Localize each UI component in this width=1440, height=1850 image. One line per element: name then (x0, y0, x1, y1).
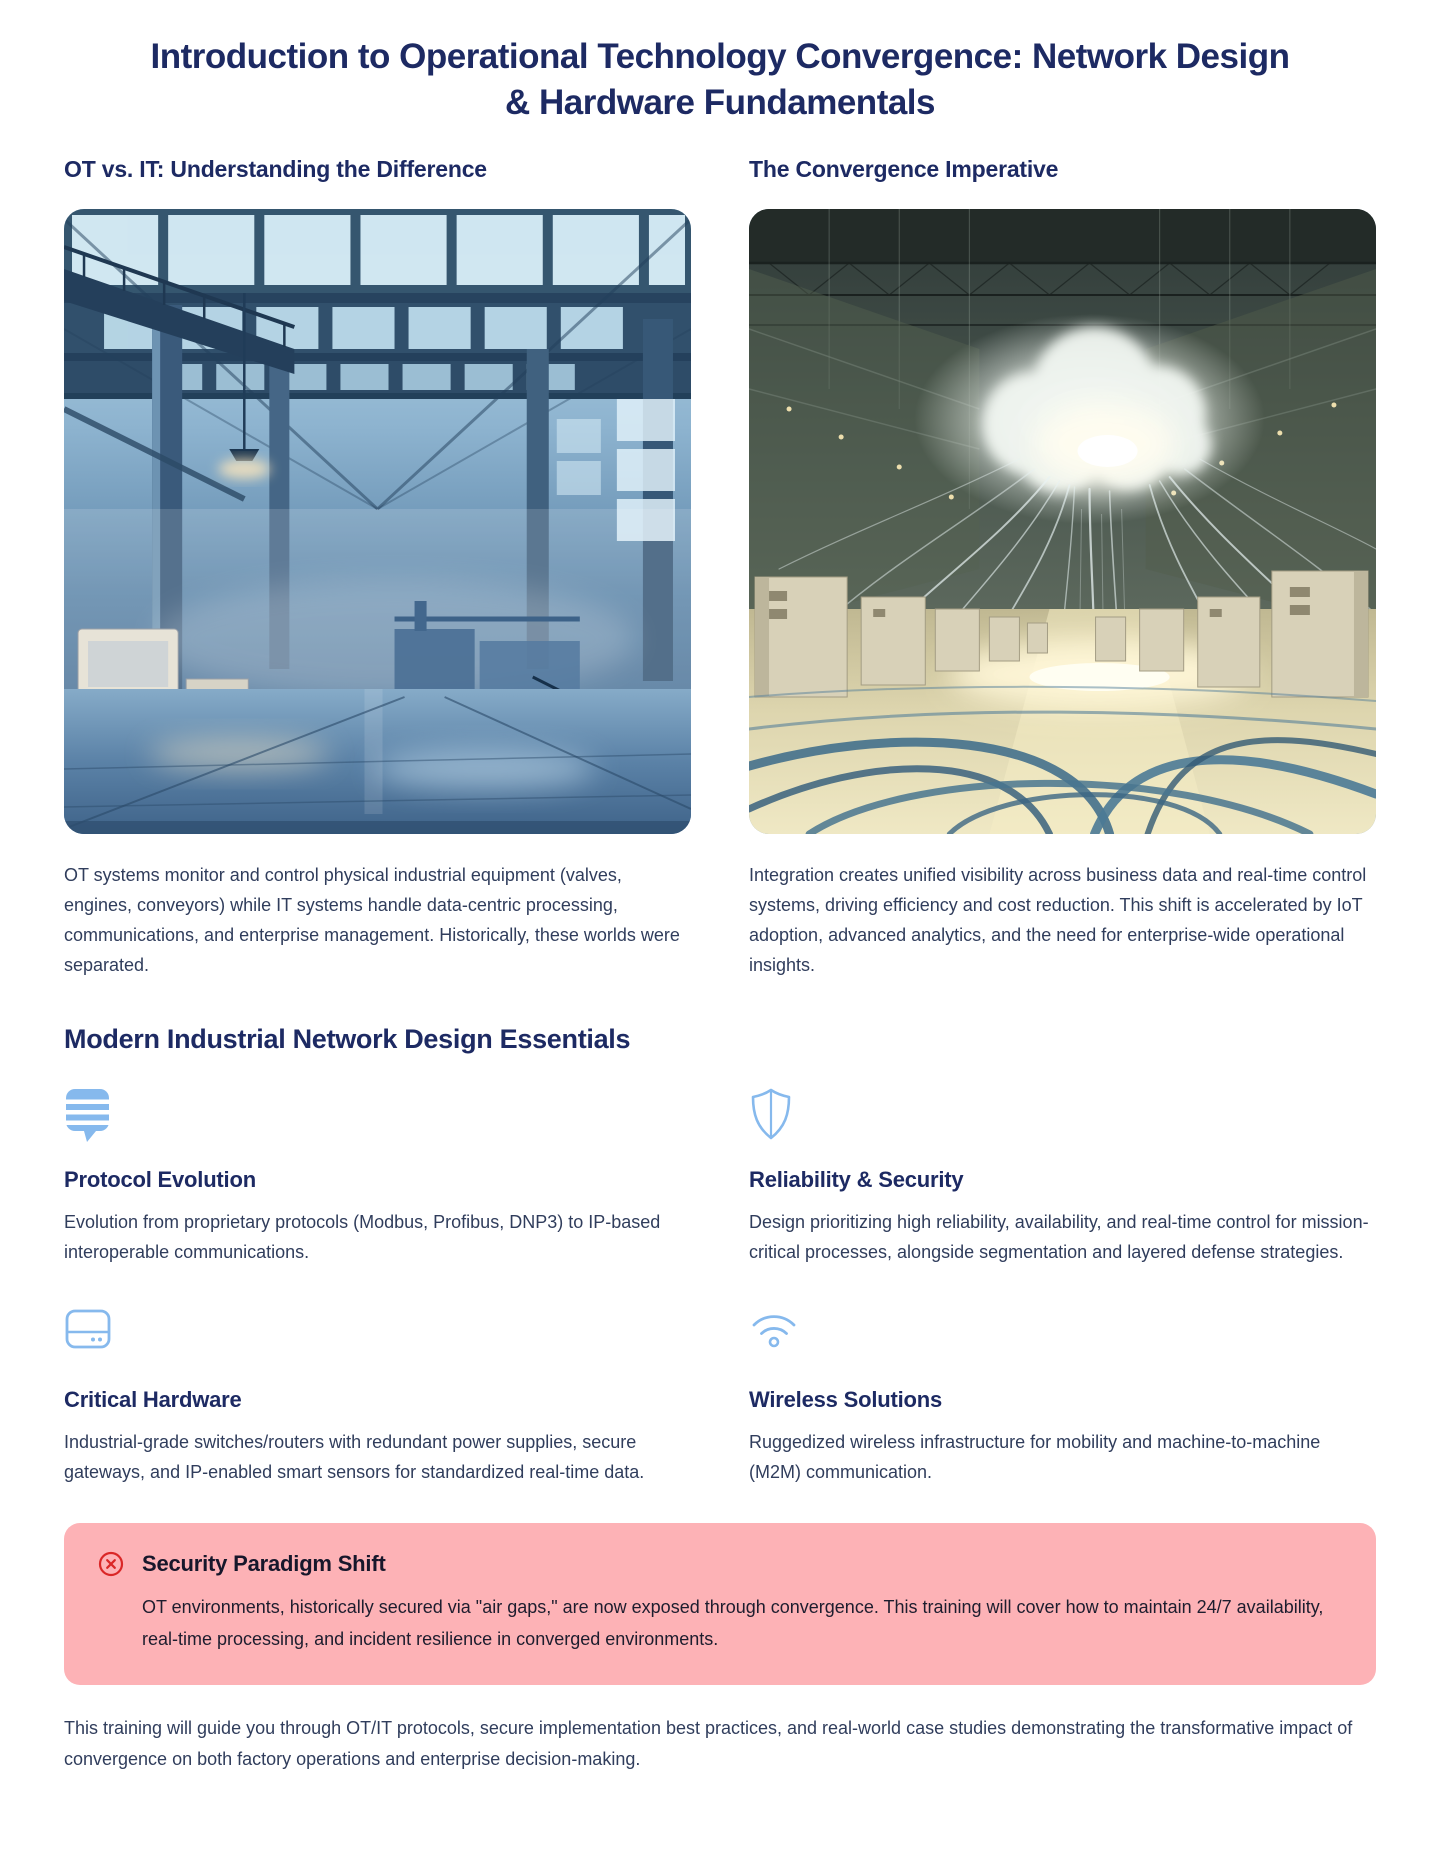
feature-title: Wireless Solutions (749, 1387, 943, 1413)
router-icon (64, 1307, 691, 1363)
alert-title: Security Paradigm Shift (142, 1551, 386, 1577)
feature-body: Design prioritizing high reliability, availability, and real-time control for mission-critical processes, alongside segmentation and layered defense strategies. (749, 1212, 1369, 1263)
closing-paragraph: This training will guide you through OT/IT protocols, secure implementation best practices, and real-world case studies demonstrating the transformative impact of convergence on both factory operations and enterprise decision-making. (64, 1718, 1353, 1770)
feature-title: Protocol Evolution (64, 1167, 256, 1193)
circle-x-icon (98, 1551, 124, 1577)
page-title-line1: Introduction to Operational Technology Convergence: Network Design (150, 37, 1290, 76)
feature-body: Ruggedized wireless infrastructure for mobility and machine-to-machine (M2M) communication. (749, 1432, 1321, 1483)
wifi-icon (749, 1307, 1376, 1363)
alert-header (98, 1551, 1342, 1577)
network-cloud-image (749, 209, 1376, 834)
feature-reliability-security (749, 1087, 1376, 1267)
intro-columns (64, 156, 1376, 980)
message-lines-icon (64, 1087, 691, 1143)
convergence-heading: The Convergence Imperative (749, 156, 1059, 183)
security-alert-callout (64, 1523, 1376, 1685)
industrial-factory-image (64, 209, 691, 834)
convergence-paragraph: Integration creates unified visibility across business data and real-time control systems, driving efficiency and cost reduction. This shift is accelerated by IoT adoption, advanced analytics, and the need for enterprise-wide operational insights. (749, 865, 1367, 976)
column-convergence (749, 156, 1376, 980)
shield-icon (749, 1087, 1376, 1143)
factory-illustration (64, 209, 691, 834)
feature-wireless-solutions (749, 1307, 1376, 1487)
feature-body: Evolution from proprietary protocols (Modbus, Profibus, DNP3) to IP-based interoperable communications. (64, 1212, 661, 1263)
essentials-heading: Modern Industrial Network Design Essentials (64, 1024, 631, 1055)
feature-protocol-evolution (64, 1087, 691, 1267)
features-grid (64, 1087, 1376, 1487)
page-title (64, 34, 1376, 126)
cloud-illustration (749, 209, 1376, 834)
feature-critical-hardware (64, 1307, 691, 1487)
feature-title: Critical Hardware (64, 1387, 242, 1413)
feature-title: Reliability & Security (749, 1167, 964, 1193)
alert-body: OT environments, historically secured via "air gaps," are now exposed through convergence. This training will cover how to maintain 24/7 availability, real-time processing, and incident resilience in converged environments. (142, 1597, 1324, 1650)
ot-vs-it-paragraph: OT systems monitor and control physical industrial equipment (valves, engines, conveyors) while IT systems handle data-centric processing, communications, and enterprise management. Historically, these worlds were separated. (64, 865, 680, 976)
column-ot-vs-it (64, 156, 691, 980)
page-title-line2: & Hardware Fundamentals (505, 83, 935, 123)
ot-vs-it-heading: OT vs. IT: Understanding the Difference (64, 156, 487, 183)
feature-body: Industrial-grade switches/routers with redundant power supplies, secure gateways, and IP-enabled smart sensors for standardized real-time data. (64, 1432, 645, 1483)
